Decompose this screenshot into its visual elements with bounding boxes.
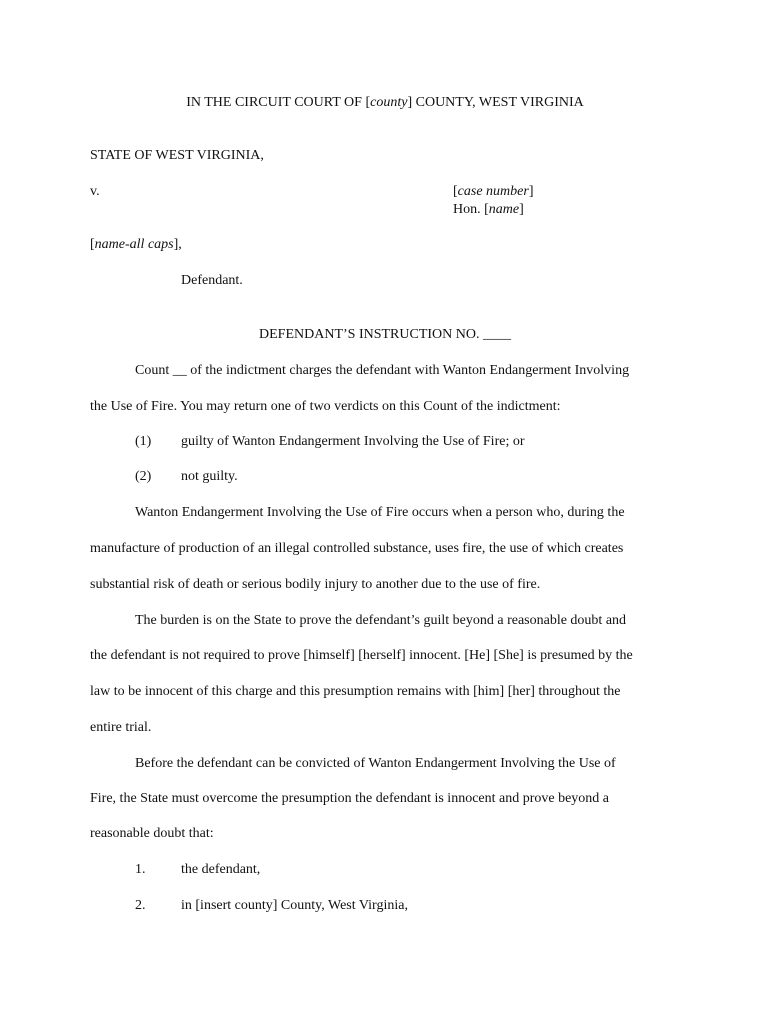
element-number: 1. [135,862,146,877]
paragraph-line: law to be innocent of this charge and this presumption remains with [him] [her] throughout the [90,684,621,699]
paragraph-line: Fire, the State must overcome the presumption the defendant is innocent and prove beyond a [90,791,610,806]
paragraph-line: the defendant is not required to prove [himself] [herself] innocent. [He] [She] is presumed by the [90,648,633,663]
element-text: the defendant, [181,862,261,877]
instruction-title: DEFENDANT’S INSTRUCTION NO. ____ [259,327,511,342]
judge-name-placeholder: name [488,202,520,217]
defendant-close: ], [173,237,182,252]
verdict-number: (1) [135,434,152,449]
county-placeholder: county [370,95,408,110]
defendant-open: [ [90,237,95,252]
verdict-number: (2) [135,469,152,484]
element-text: in [insert county] County, West Virginia, [181,898,408,913]
paragraph-line: the Use of Fire. You may return one of two verdicts on this Count of the indictment: [90,399,561,414]
verdict-text: guilty of Wanton Endangerment Involving the Use of Fire; or [181,434,525,449]
paragraph-line: manufacture of production of an illegal controlled substance, uses fire, the use of which creates [90,541,624,556]
paragraph-line: The burden is on the State to prove the defendant’s guilt beyond a reasonable doubt and [135,613,627,628]
verdict-text: not guilty. [181,469,238,484]
paragraph-line: substantial risk of death or serious bodily injury to another due to the use of fire. [90,577,541,592]
judge-line [453,201,524,219]
paragraph-line: Before the defendant can be convicted of Wanton Endangerment Involving the Use of [135,756,616,771]
case-number-placeholder: case number [457,184,529,199]
court-heading [0,94,770,112]
element-number: 2. [135,898,146,913]
defendant-name [90,236,182,254]
court-heading-suffix: ] COUNTY, WEST VIRGINIA [407,95,584,110]
case-number-close: ] [528,184,534,199]
defendant-name-placeholder: name-all caps [94,237,174,252]
judge-prefix: Hon. [ [453,202,489,217]
versus-label: v. [90,184,100,199]
paragraph-line: reasonable doubt that: [90,826,214,841]
plaintiff-name: STATE OF WEST VIRGINIA, [90,148,264,163]
paragraph-line: entire trial. [90,720,152,735]
case-number [453,183,534,201]
paragraph-line: Count __ of the indictment charges the defendant with Wanton Endangerment Involving [135,363,630,378]
court-heading-prefix: IN THE CIRCUIT COURT OF [ [186,95,371,110]
judge-suffix: ] [519,202,524,217]
defendant-label: Defendant. [181,273,243,288]
paragraph-line: Wanton Endangerment Involving the Use of Fire occurs when a person who, during the [135,505,625,520]
case-number-open: [ [453,184,458,199]
